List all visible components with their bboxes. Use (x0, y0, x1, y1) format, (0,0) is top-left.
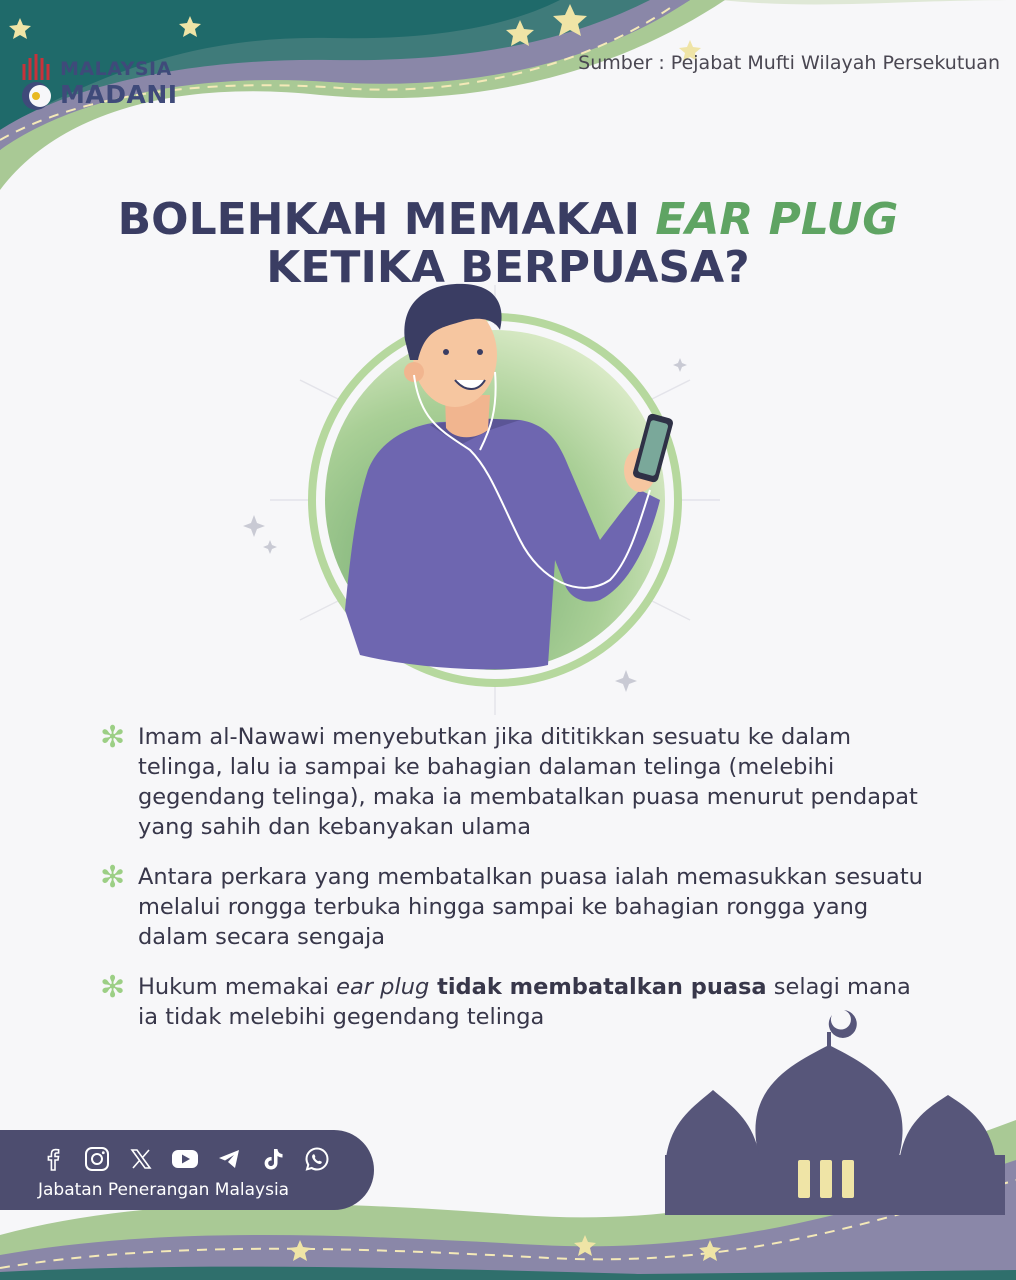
asterisk-bullet-icon: ✻ (100, 720, 126, 755)
point-text-pre: Hukum memakai (138, 974, 337, 1000)
title-line-2: KETIKA BERPUASA? (266, 242, 750, 293)
brand-line-1: MALAYSIA (60, 58, 172, 80)
list-item (100, 972, 930, 1032)
instagram-icon[interactable] (82, 1144, 112, 1174)
tiktok-icon[interactable] (258, 1144, 288, 1174)
telegram-icon[interactable] (214, 1144, 244, 1174)
illustration (243, 284, 720, 715)
title-highlight: EAR PLUG (655, 194, 899, 245)
malaysia-madani-logo (18, 50, 198, 120)
title-line-1 (0, 196, 1016, 244)
source-text: Sumber : Pejabat Mufti Wilayah Persekutuan (578, 52, 1000, 74)
whatsapp-icon[interactable] (302, 1144, 332, 1174)
social-footer (0, 1130, 374, 1210)
points-list (100, 722, 930, 1052)
asterisk-bullet-icon: ✻ (100, 860, 126, 895)
brand-line-2: MADANI (60, 80, 178, 109)
social-icons (38, 1144, 332, 1174)
x-icon[interactable] (126, 1144, 156, 1174)
point-text-bold: tidak membatalkan puasa (429, 974, 767, 1000)
point-text: Antara perkara yang membatalkan puasa ialah memasukkan sesuatu melalui rongga terbuka hingga sampai ke bahagian rongga yang dalam secara sengaja (138, 864, 923, 950)
list-item (100, 862, 930, 952)
page-title (0, 196, 1016, 292)
organization-name: Jabatan Penerangan Malaysia (38, 1180, 290, 1200)
youtube-icon[interactable] (170, 1144, 200, 1174)
point-text-italic: ear plug (336, 974, 430, 1000)
list-item (100, 722, 930, 842)
facebook-icon[interactable] (38, 1144, 68, 1174)
madani-emblem-icon (18, 50, 58, 114)
point-text-post: selagi mana ia tidak melebihi gegendang telinga (138, 974, 911, 1030)
point-text: Imam al-Nawawi menyebutkan jika dititikkan sesuatu ke dalam telinga, lalu ia sampai ke bahagian dalaman telinga (melebihi gegendang telinga), maka ia membatalkan puasa menurut pendapat yang sahih dan kebanyakan ulama (138, 724, 918, 840)
asterisk-bullet-icon: ✻ (100, 970, 126, 1005)
title-part1: BOLEHKAH MEMAKAI (117, 194, 656, 245)
